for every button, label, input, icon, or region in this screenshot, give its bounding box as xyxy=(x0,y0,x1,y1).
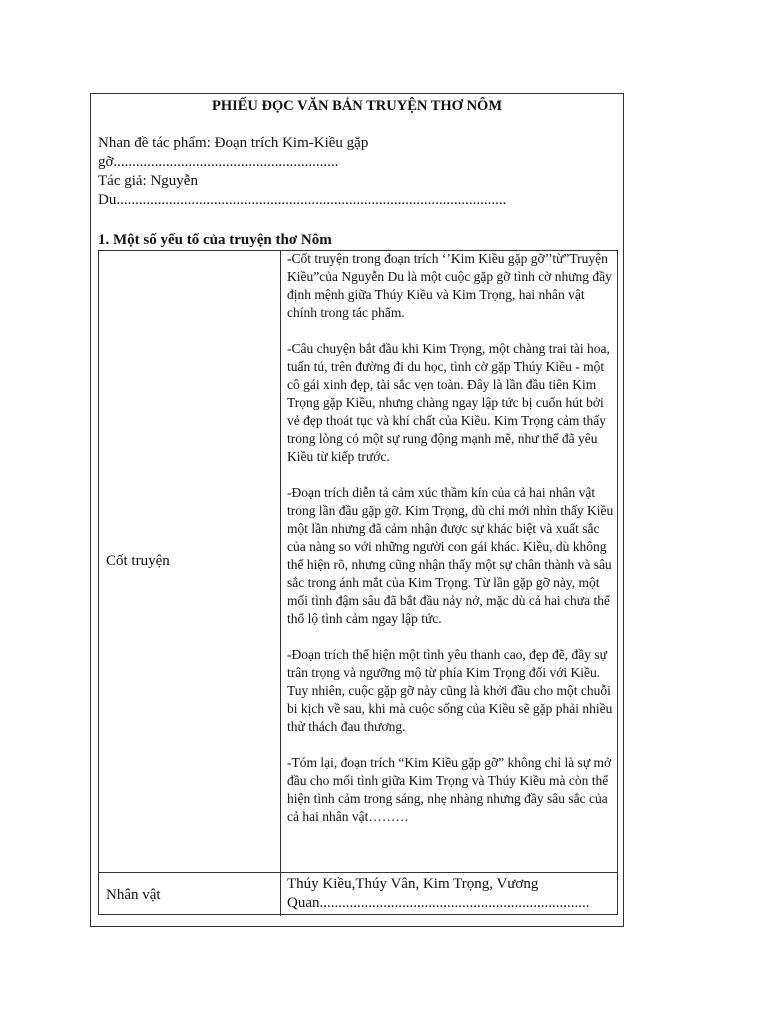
plot-paragraph: -Câu chuyện bắt đầu khi Kim Trọng, một chàng trai tài hoa, tuấn tú, trên đường đi du học, tình cờ gặp Thúy Kiều - một cô gái xinh đẹp, tài sắc vẹn toàn. Đây là lần đầu tiên Kim Trọng gặp Kiều, nhưng chàng ngay lập tức bị cuốn hút bởi vẻ đẹp thoát tục và khí chất của Kiều. Kim Trọng cảm thấy trong lòng có một sự rung động mạnh mẽ, như thể đã yêu Kiều từ kiếp trước. xyxy=(287,341,610,464)
column-divider xyxy=(280,873,281,916)
table-row-characters xyxy=(99,873,617,916)
plot-paragraph: -Tóm lại, đoạn trích “Kim Kiều gặp gỡ” không chỉ là sự mở đầu cho mối tình giữa Kim Trọng và Thúy Kiều mà còn thể hiện tình cảm trong sáng, nhẹ nhàng nhưng đầy sâu sắc của cả hai nhân vật……… xyxy=(287,755,612,824)
work-title-line: Nhan đề tác phẩm: Đoạn trích Kim-Kiều gặp xyxy=(98,135,369,151)
plot-paragraph: -Cốt truyện trong đoạn trích ‘’Kim Kiều gặp gỡ’’từ”Truyện Kiều”của Nguyễn Du là một cuộc gặp gỡ tình cờ nhưng đầy định mệnh giữa Thúy Kiều và Kim Trọng, hai nhân vật chính trong tác phẩm. xyxy=(287,251,612,320)
elements-table xyxy=(98,250,618,915)
author-dots: Du........................................................................................................ xyxy=(98,192,507,208)
characters-label: Nhân vật xyxy=(106,887,161,903)
plot-paragraph: -Đoạn trích diễn tả cảm xúc thầm kín của cả hai nhân vật trong lần đầu gặp gỡ. Kim Trọng, dù chỉ mới nhìn thấy Kiều một lần nhưng đã cảm nhận được sự khác biệt và xuất sắc của nàng so với những người con gái khác. Kiều, dù không thể hiện rõ, nhưng cũng nhận thấy một sự chân thành và sâu sắc trong ánh mắt của Kim Trọng. Từ lần gặp gỡ này, một mối tình đậm sâu đã bắt đầu nảy nở, mặc dù cả hai chưa thể thổ lộ tình cảm ngay lập tức. xyxy=(287,485,614,626)
table-row-plot xyxy=(99,251,617,873)
characters-value: Thúy Kiều,Thúy Vân, Kim Trọng, Vương Quan........................................................................ xyxy=(287,876,590,911)
page-title: PHIẾU ĐỌC VĂN BẢN TRUYỆN THƠ NÔM xyxy=(211,98,503,114)
author-line: Tác giả: Nguyễn xyxy=(98,173,198,189)
section-heading: 1. Một số yếu tố của truyện thơ Nôm xyxy=(98,232,332,248)
plot-paragraph: -Đoạn trích thể hiện một tình yêu thanh cao, đẹp đẽ, đầy sự trân trọng và ngưỡng mộ từ phía Kim Trọng đối với Kiều. Tuy nhiên, cuộc gặp gỡ này cũng là khởi đầu cho một chuỗi bi kịch về sau, khi mà cuộc sống của Kiều sẽ gặp phải nhiều thử thách đau thương. xyxy=(287,647,613,734)
work-title-dots: gỡ............................................................ xyxy=(98,154,339,170)
plot-label: Cốt truyện xyxy=(106,553,170,569)
reading-sheet-frame xyxy=(90,93,624,927)
work-info xyxy=(98,134,558,210)
column-divider xyxy=(280,251,281,872)
plot-content xyxy=(287,250,614,826)
